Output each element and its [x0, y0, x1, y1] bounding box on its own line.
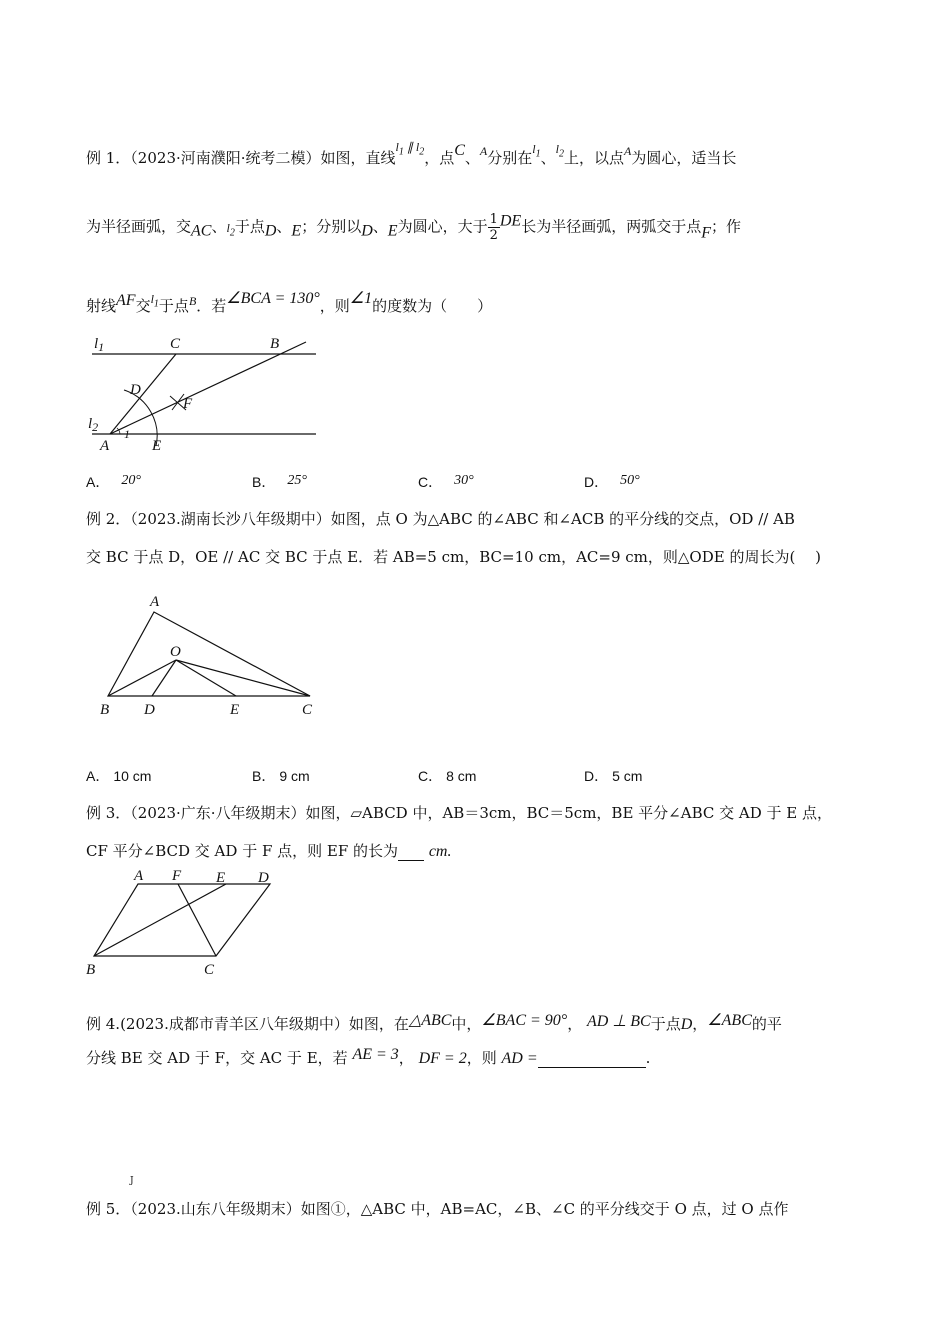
label-l1: $l_1$ [94, 336, 105, 354]
ex2-option-c[interactable]: C． 8 cm [418, 768, 477, 784]
ex4-answer-blank[interactable] [538, 1049, 646, 1068]
parallelogram-ABCD [94, 884, 270, 956]
ex1-line3: 射线AF交$^{l_1}$于点$^B$．若∠BCA = 130°，则∠1的度数为（ ） [86, 290, 493, 315]
label-E: E [230, 702, 240, 718]
ex2-line1: 例 2．（2023.湖南长沙八年级期中）如图，点 O 为△ABC 的∠ABC 和∠ACB 的平分线的交点，OD // AB [86, 510, 795, 528]
label-B: B [100, 702, 110, 718]
label-C: C [170, 336, 181, 352]
ex2-line2: 交 BC 于点 D，OE // AC 交 BC 于点 E．若 AB=5 cm，BC=10 cm，AC=9 cm，则△ODE 的周长为( ) [86, 548, 821, 566]
segment-OD [152, 660, 176, 696]
segment-OE [176, 660, 236, 696]
ex3-figure [82, 864, 282, 978]
label-O: O [170, 644, 181, 660]
ex4-line1: 例 4.(2023.成都市青羊区八年级期中）如图，在△ABC中，∠BAC = 90°， AD ⊥ BC于点D，∠ABC的平 [86, 1012, 782, 1033]
ex1-option-d[interactable]: D． 50° [584, 473, 640, 490]
label-A: A [100, 438, 110, 454]
fraction-half: $\frac{1}{2}$ [489, 212, 498, 243]
label-E: E [152, 438, 162, 454]
ex1-option-a[interactable]: A． 20° [86, 473, 141, 490]
segment-CF [178, 884, 216, 956]
label-D: D [130, 382, 141, 398]
label-C: C [204, 962, 215, 978]
ex4-line2: 分线 BE 交 AD 于 F，交 AC 于 E，若 AE = 3， DF = 2，则 AD = . [86, 1046, 651, 1067]
label-l2: $l_2$ [88, 416, 99, 434]
ex3-answer-blank[interactable] [398, 842, 424, 861]
ex1-option-c[interactable]: C． 30° [418, 473, 474, 490]
ex2-option-d[interactable]: D． 5 cm [584, 768, 643, 784]
label-E: E [216, 870, 226, 886]
ex5-line1: 例 5．（2023.山东八年级期末）如图①，△ABC 中，AB=AC，∠B、∠C 的平分线交于 O 点，过 O 点作 [86, 1200, 789, 1218]
label-C: C [302, 702, 313, 718]
stray-mark: J [130, 1176, 134, 1186]
ex2-figure [96, 590, 326, 720]
ex1-option-b[interactable]: B． 25° [252, 473, 307, 490]
segment-AC [110, 354, 176, 434]
label-A: A [150, 594, 160, 610]
label-F: F [183, 396, 193, 412]
ex2-option-b[interactable]: B． 9 cm [252, 768, 310, 784]
ex3-line1: 例 3．（2023·广东·八年级期末）如图，▱ABCD 中，AB＝3cm，BC＝5cm，BE 平分∠ABC 交 AD 于 E 点， [86, 804, 833, 822]
ex2-option-a[interactable]: A． 10 cm [86, 768, 152, 784]
label-F: F [172, 868, 182, 884]
label-D: D [144, 702, 155, 718]
ex1-figure [80, 328, 330, 458]
ex1-line2: 为半径画弧，交AC、$l_2$于点D、E；分别以D、E为圆心，大于 $\frac{1}{2}$ DE长为半径画弧，两弧交于点F；作 [86, 212, 742, 243]
label-angle-1: 1 [124, 427, 130, 441]
segment-OC [176, 660, 310, 696]
label-B: B [270, 336, 280, 352]
ex1-line1: 例 1．（2023·河南濮阳·统考二模）如图，直线$^{l_1 \parallel l_2}$，点C、$^A$分别在$^{l_1}$、$^{l_2}$上，以点$^A$为圆心，适当长 [86, 140, 737, 167]
segment-BE [94, 884, 226, 956]
triangle-ABC [108, 612, 310, 696]
label-B: B [86, 962, 96, 978]
label-D: D [258, 870, 269, 886]
ex3-line2: CF 平分∠BCD 交 AD 于 F 点，则 EF 的长为 cm. [86, 842, 452, 860]
label-A: A [134, 868, 144, 884]
